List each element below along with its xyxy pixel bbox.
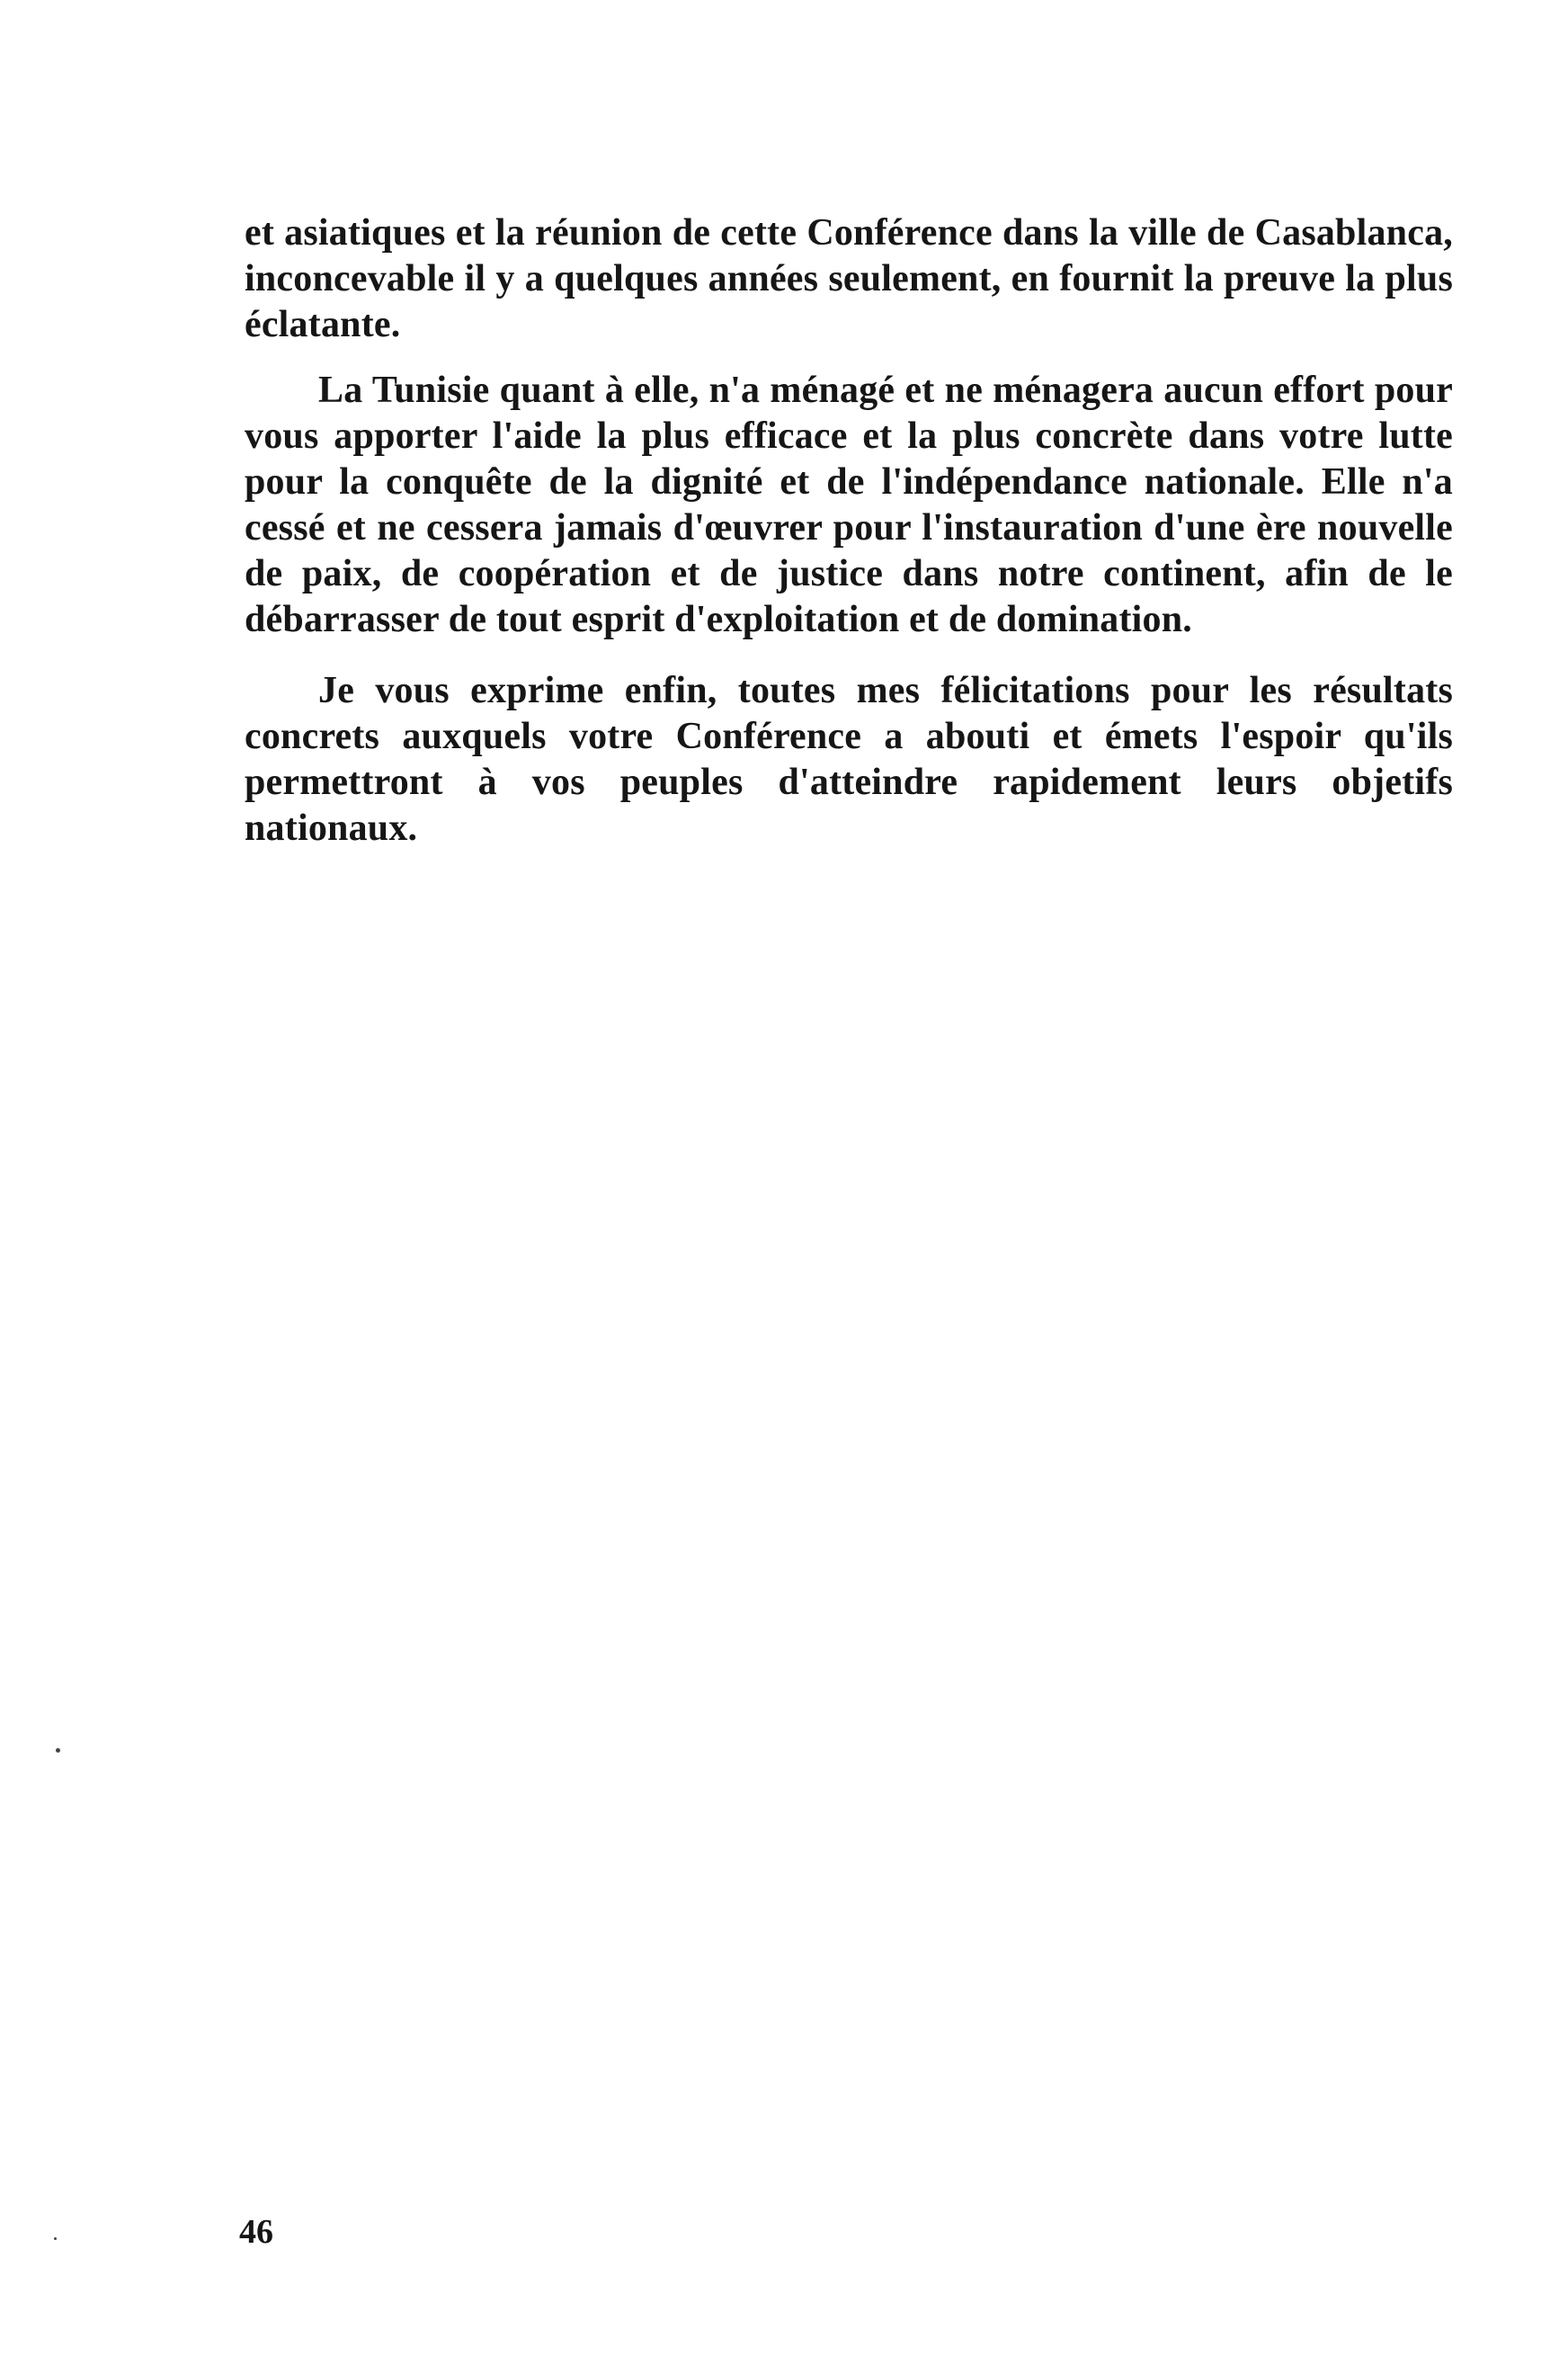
paragraph-continuation: et asiatiques et la réunion de cette Conférence dans la ville de Casablanca, inconcevable il y a quelques années seulement, en fournit la preuve la plus éclatante. (245, 212, 1453, 345)
scan-speck (54, 2237, 57, 2240)
paragraph-felicitations: Je vous exprime enfin, toutes mes félicitations pour les résultats concrets auxquels votre Conférence a abouti et émets l'espoir qu'ils permettront à vos peuples d'atteindre rapidement leurs objetifs nationaux. (245, 670, 1453, 849)
page-number: 46 (239, 2213, 273, 2251)
scan-speck (56, 1748, 60, 1753)
paragraph-tunisie: La Tunisie quant à elle, n'a ménagé et ne ménagera aucun effort pour vous apporter l'aide la plus efficace et la plus concrète dans votre lutte pour la conquête de la dignité et de l'indépendance nationale. Elle n'a cessé et ne cessera jamais d'œuvrer pour l'instauration d'une ère nouvelle de paix, de coopération et de justice dans notre continent, afin de le débarrasser de tout esprit d'exploitation et de domination. (245, 370, 1453, 640)
body-text (245, 210, 1453, 852)
